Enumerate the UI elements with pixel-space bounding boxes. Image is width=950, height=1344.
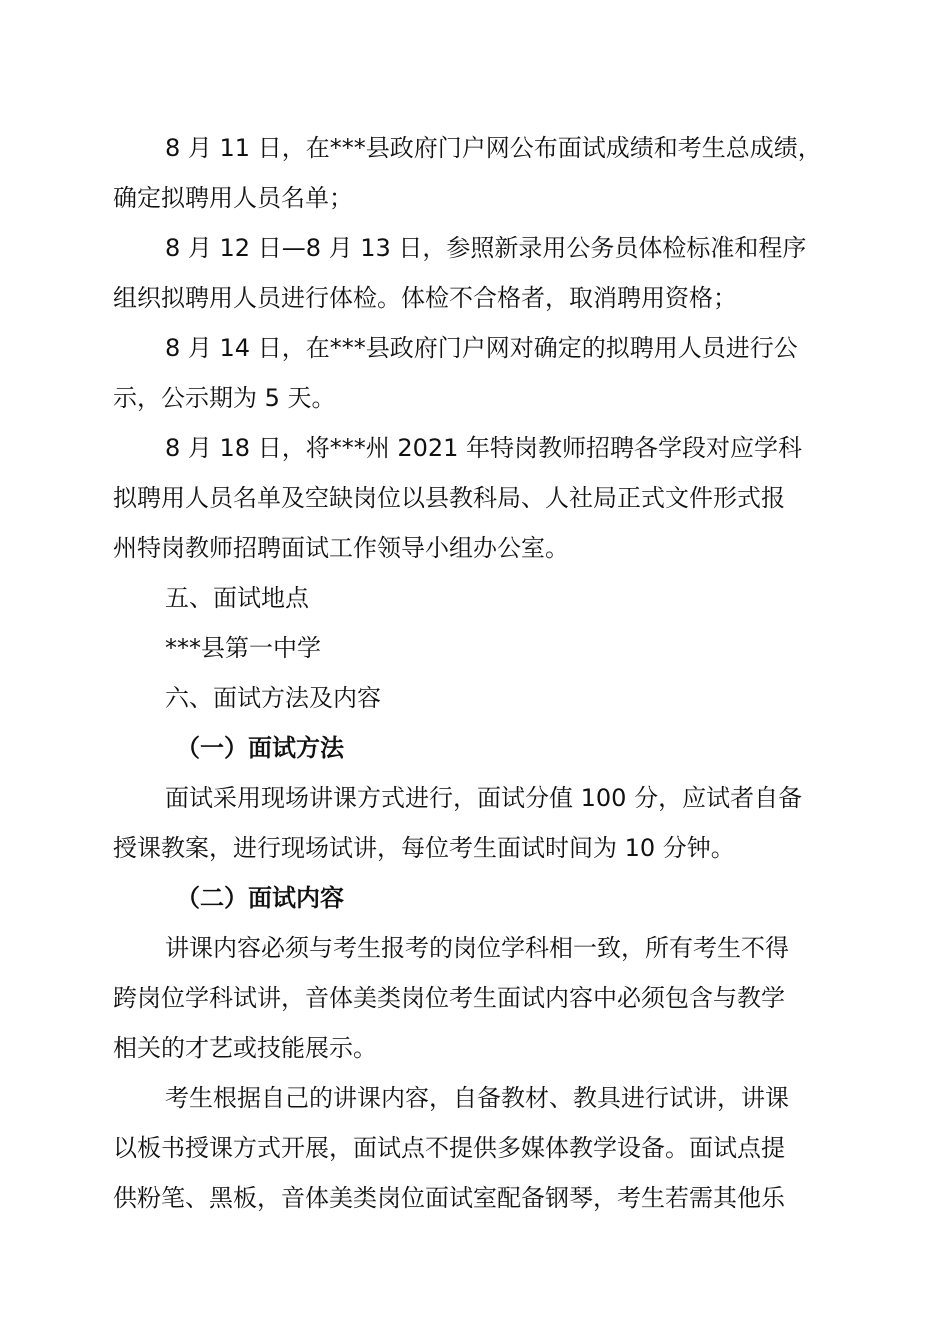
- paragraph-line: 以板书授课方式开展，面试点不提供多媒体教学设备。面试点提: [113, 1134, 785, 1162]
- paragraph-line: 供粉笔、黑板，音体美类岗位面试室配备钢琴，考生若需其他乐: [113, 1184, 785, 1212]
- subsection-heading: （二）面试内容: [176, 884, 344, 912]
- paragraph-line: 8 月 18 日，将***州 2021 年特岗教师招聘各学段对应学科: [165, 434, 803, 462]
- paragraph-line: 8 月 12 日—8 月 13 日，参照新录用公务员体检标准和程序: [165, 234, 807, 262]
- section-heading: 五、面试地点: [165, 584, 309, 612]
- paragraph-line: 组织拟聘用人员进行体检。体检不合格者，取消聘用资格；: [113, 284, 737, 312]
- paragraph-line: 确定拟聘用人员名单；: [113, 184, 353, 212]
- subsection-heading: （一）面试方法: [176, 734, 344, 762]
- paragraph-line: ***县第一中学: [165, 634, 321, 662]
- paragraph-line: 跨岗位学科试讲，音体美类岗位考生面试内容中必须包含与教学: [113, 984, 785, 1012]
- paragraph-line: 授课教案，进行现场试讲，每位考生面试时间为 10 分钟。: [113, 834, 735, 862]
- paragraph-line: 州特岗教师招聘面试工作领导小组办公室。: [113, 534, 569, 562]
- paragraph-line: 相关的才艺或技能展示。: [113, 1034, 377, 1062]
- paragraph-line: 考生根据自己的讲课内容，自备教材、教具进行试讲，讲课: [165, 1084, 789, 1112]
- paragraph-line: 讲课内容必须与考生报考的岗位学科相一致，所有考生不得: [165, 934, 789, 962]
- paragraph-line: 面试采用现场讲课方式进行，面试分值 100 分，应试者自备: [165, 784, 803, 812]
- paragraph-line: 拟聘用人员名单及空缺岗位以县教科局、人社局正式文件形式报: [113, 484, 785, 512]
- paragraph-line: 示，公示期为 5 天。: [113, 384, 336, 412]
- paragraph-line: 8 月 11 日，在***县政府门户网公布面试成绩和考生总成绩，: [165, 134, 822, 162]
- paragraph-line: 8 月 14 日，在***县政府门户网对确定的拟聘用人员进行公: [165, 334, 798, 362]
- section-heading: 六、面试方法及内容: [165, 684, 381, 712]
